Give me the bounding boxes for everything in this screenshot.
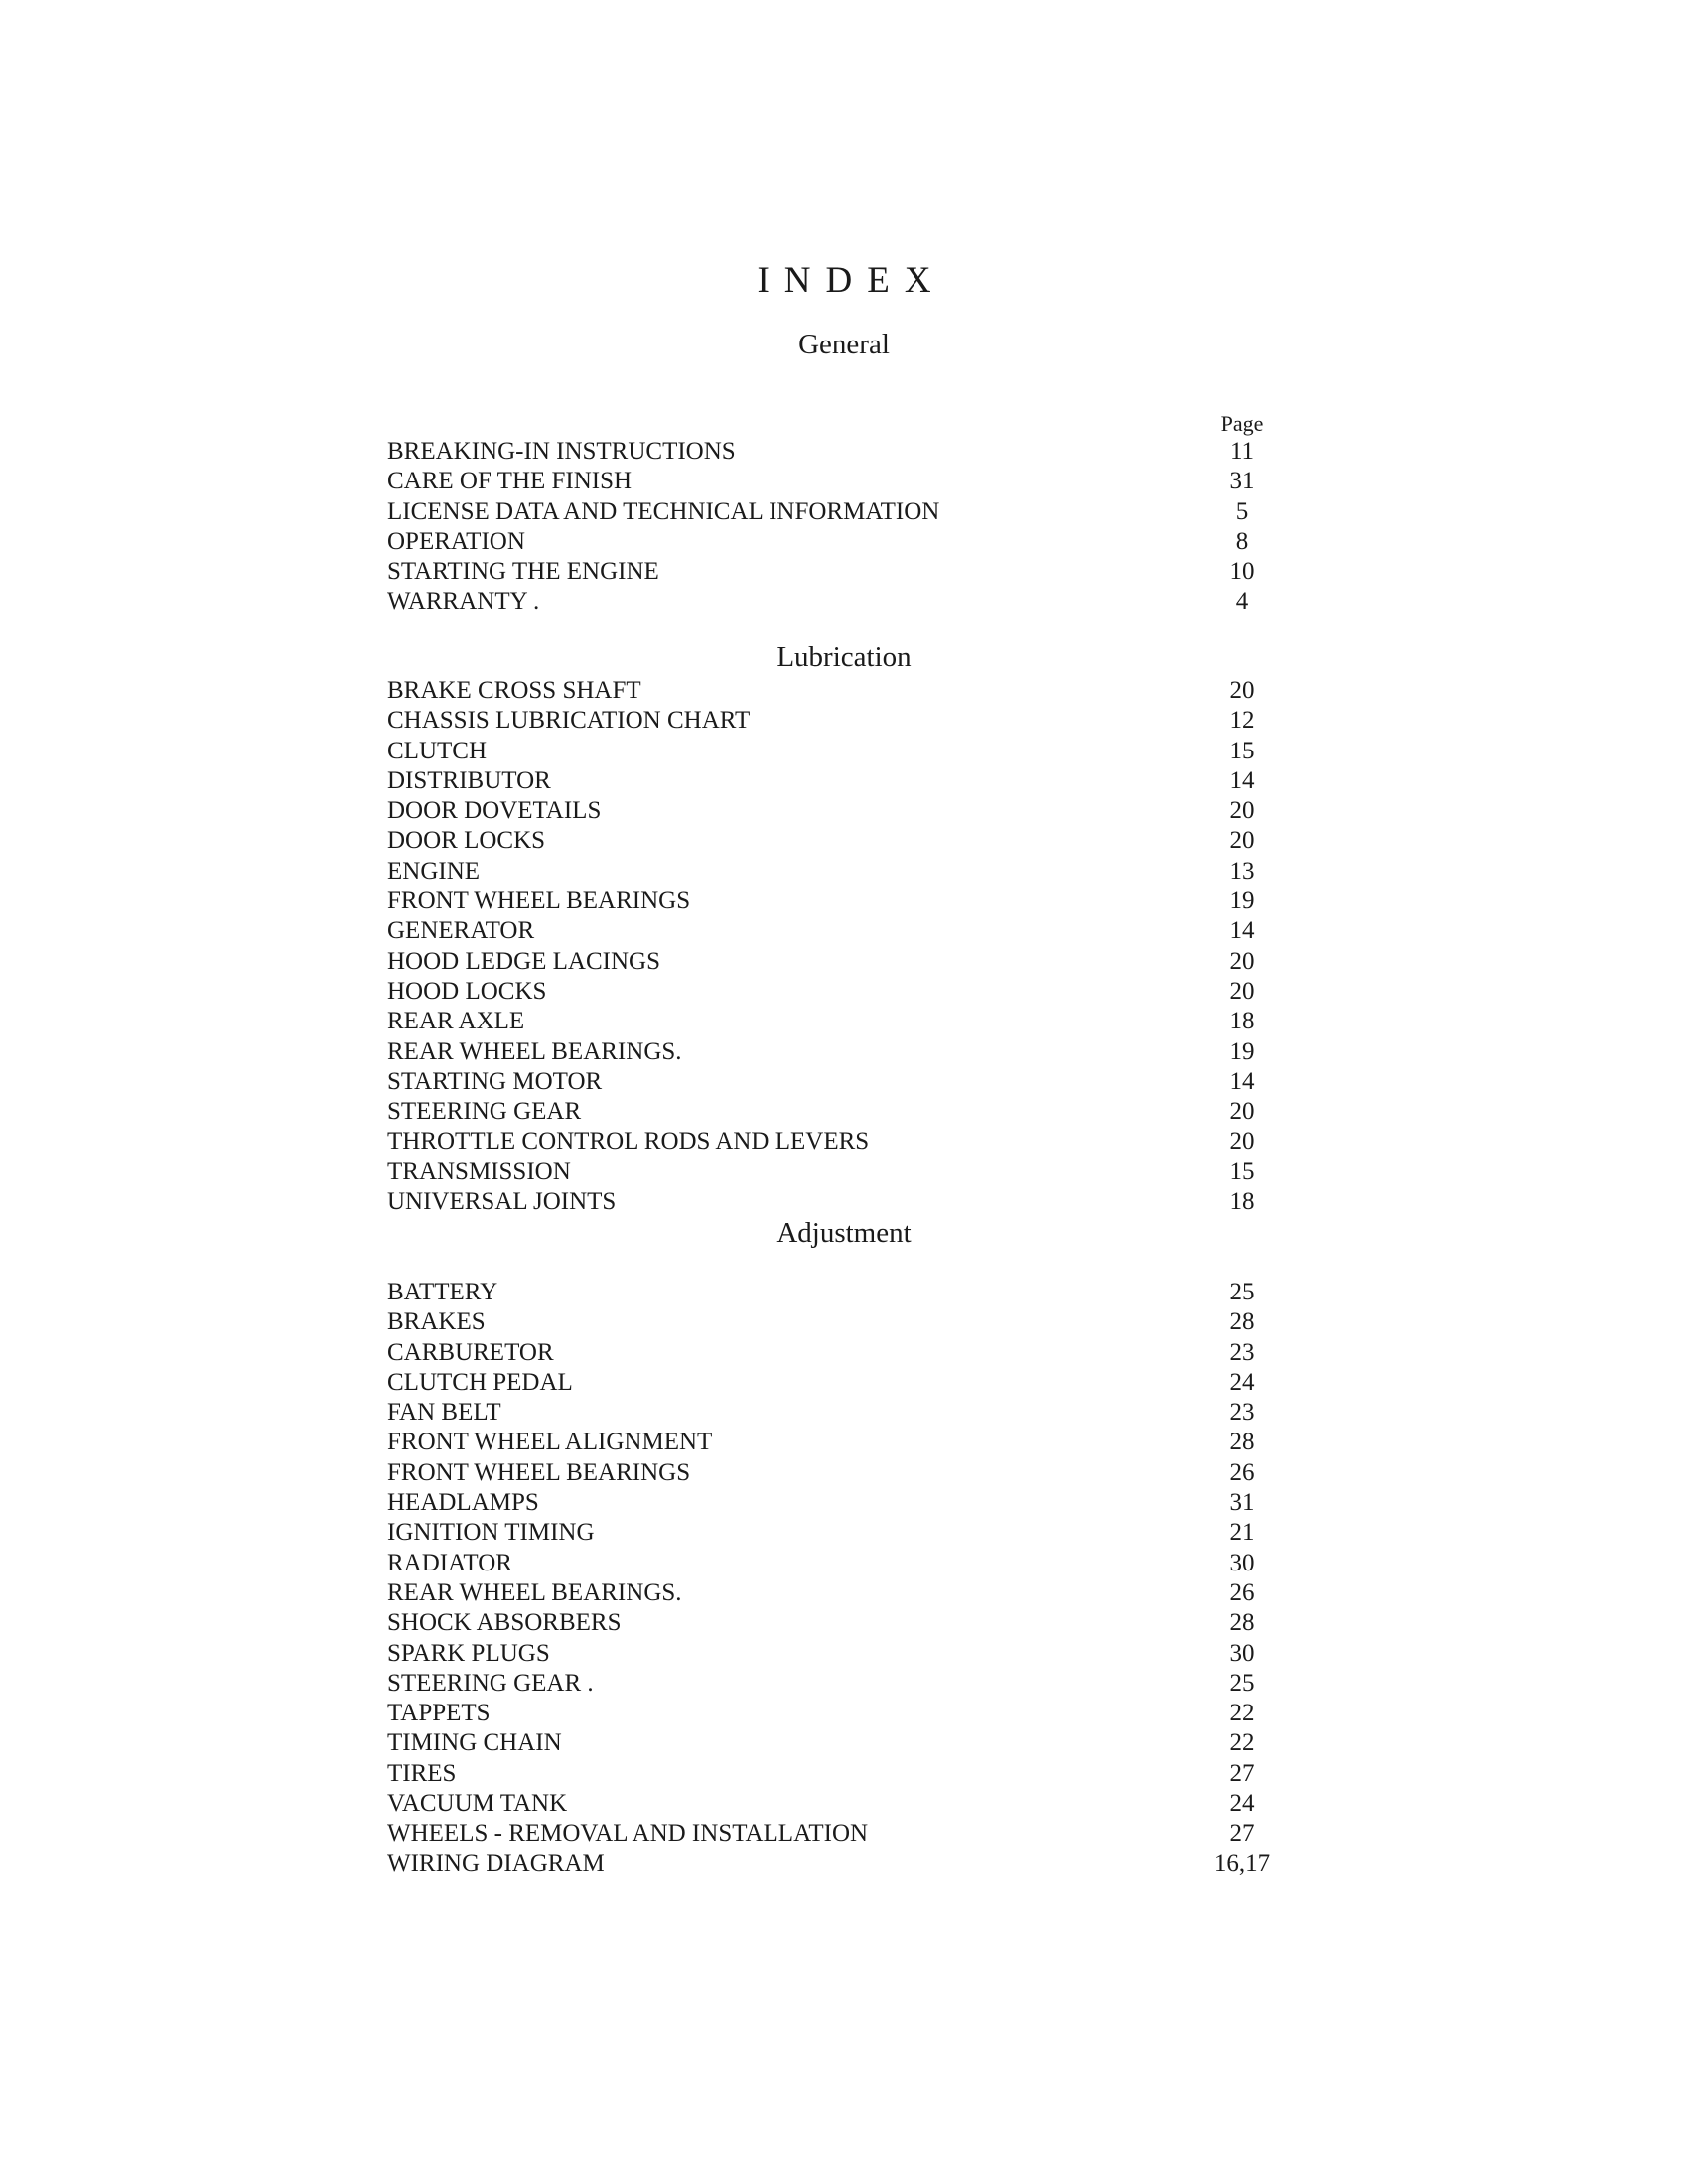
index-entry-page: 14 [1229, 1067, 1255, 1095]
index-entry [387, 1608, 1301, 1638]
index-entry [387, 737, 1301, 766]
index-entry-name: FRONT WHEEL BEARINGS [387, 1458, 691, 1486]
index-entry [387, 497, 1301, 527]
index-entry-page: 19 [1229, 1037, 1255, 1065]
index-entry-page: 26 [1229, 1458, 1255, 1486]
index-entry [387, 1007, 1301, 1036]
index-entry-page: 31 [1229, 1489, 1255, 1517]
index-entry-name: DOOR LOCKS [387, 827, 546, 855]
index-entry [387, 857, 1301, 887]
index-entry [387, 916, 1301, 946]
index-entry [387, 1398, 1301, 1428]
index-entry-name: BRAKES [387, 1308, 486, 1336]
section-heading-lubrication: Lubrication [776, 641, 912, 673]
index-entry-page: 24 [1229, 1790, 1255, 1818]
index-entry-name: WIRING DIAGRAM [387, 1849, 605, 1877]
section-adjustment-list [387, 1278, 1301, 1879]
index-entry-page: 23 [1229, 1399, 1255, 1427]
index-entry [387, 1368, 1301, 1398]
index-entry [387, 1037, 1301, 1067]
index-entry-page: 22 [1229, 1700, 1255, 1727]
index-entry [387, 1819, 1301, 1848]
index-entry-page: 8 [1235, 527, 1249, 555]
index-entry [387, 887, 1301, 916]
index-entry-page: 18 [1229, 1188, 1255, 1216]
index-entry-name: BRAKE CROSS SHAFT [387, 677, 641, 704]
index-entry-page: 26 [1229, 1578, 1255, 1606]
index-entry-name: FAN BELT [387, 1399, 501, 1427]
index-entry-name: SPARK PLUGS [387, 1639, 550, 1667]
index-entry [387, 1278, 1301, 1307]
index-entry [387, 557, 1301, 587]
index-entry-page: 30 [1229, 1549, 1255, 1576]
index-entry-name: CHASSIS LUBRICATION CHART [387, 707, 751, 735]
index-entry-name: THROTTLE CONTROL RODS AND LEVERS [387, 1128, 870, 1156]
index-entry [387, 1097, 1301, 1127]
index-entry-page: 31 [1229, 468, 1255, 495]
index-entry [387, 1488, 1301, 1518]
index-entry [387, 947, 1301, 977]
index-entry [387, 1307, 1301, 1337]
index-entry-name: REAR AXLE [387, 1008, 525, 1035]
index-entry [387, 1578, 1301, 1608]
index-entry-name: GENERATOR [387, 917, 535, 945]
page-column-label: Page [1220, 411, 1264, 436]
index-entry [387, 1789, 1301, 1819]
index-entry-page: 28 [1229, 1308, 1255, 1336]
index-entry-page: 21 [1229, 1519, 1255, 1547]
index-entry-name: WHEELS - REMOVAL AND INSTALLATION [387, 1820, 869, 1847]
index-entry-name: DOOR DOVETAILS [387, 797, 602, 825]
index-entry-name: OPERATION [387, 527, 525, 555]
index-entry-name: BREAKING-IN INSTRUCTIONS [387, 438, 736, 465]
index-entry [387, 1458, 1301, 1488]
index-entry-name: STARTING MOTOR [387, 1067, 603, 1095]
index-entry-name: UNIVERSAL JOINTS [387, 1188, 617, 1216]
index-entry-name: STARTING THE ENGINE [387, 558, 659, 586]
index-entry-name: REAR WHEEL BEARINGS. [387, 1578, 682, 1606]
index-entry-name: VACUUM TANK [387, 1790, 568, 1818]
index-entry-name: TIRES [387, 1759, 457, 1787]
index-entry-name: CLUTCH [387, 737, 487, 764]
index-entry-page: 18 [1229, 1008, 1255, 1035]
index-entry-name: SHOCK ABSORBERS [387, 1609, 622, 1637]
index-entry [387, 766, 1301, 796]
index-entry-name: CLUTCH PEDAL [387, 1368, 573, 1396]
index-entry-name: STEERING GEAR . [387, 1669, 594, 1697]
index-entry-page: 20 [1229, 677, 1255, 704]
index-entry-name: RADIATOR [387, 1549, 512, 1576]
index-entry-name: CARBURETOR [387, 1338, 554, 1366]
section-lubrication-list [387, 676, 1301, 1217]
index-entry-page: 20 [1229, 1128, 1255, 1156]
index-entry-name: FRONT WHEEL ALIGNMENT [387, 1429, 713, 1456]
index-entry [387, 437, 1301, 467]
index-entry [387, 527, 1301, 557]
index-entry-name: HOOD LEDGE LACINGS [387, 947, 660, 975]
index-entry-name: STEERING GEAR [387, 1098, 582, 1126]
index-entry-page: 13 [1229, 857, 1255, 885]
page-title: INDEX [757, 260, 946, 301]
index-entry-name: REAR WHEEL BEARINGS. [387, 1037, 682, 1065]
index-entry-name: BATTERY [387, 1279, 498, 1305]
index-entry [387, 706, 1301, 736]
index-entry-name: FRONT WHEEL BEARINGS [387, 887, 691, 915]
index-entry [387, 1699, 1301, 1728]
index-entry-page: 22 [1229, 1729, 1255, 1757]
index-entry-page: 20 [1229, 1098, 1255, 1126]
index-entry-page: 15 [1229, 737, 1255, 764]
index-entry-page: 16,17 [1213, 1849, 1271, 1877]
index-entry-name: HEADLAMPS [387, 1489, 539, 1517]
index-entry-page: 12 [1229, 707, 1255, 735]
section-heading-general: General [798, 329, 890, 360]
index-entry [387, 1549, 1301, 1578]
index-entry-name: LICENSE DATA AND TECHNICAL INFORMATION [387, 497, 940, 525]
index-entry-page: 4 [1235, 588, 1249, 615]
index-entry-page: 28 [1229, 1609, 1255, 1637]
index-entry-page: 5 [1235, 497, 1249, 525]
index-entry-name: ENGINE [387, 857, 481, 885]
index-entry [387, 587, 1301, 616]
index-entry-name: TRANSMISSION [387, 1158, 571, 1185]
index-entry-name: CARE OF THE FINISH [387, 468, 633, 495]
index-entry-page: 20 [1229, 797, 1255, 825]
index-entry [387, 1067, 1301, 1097]
index-entry-page: 19 [1229, 887, 1255, 915]
index-entry-page: 25 [1229, 1669, 1255, 1697]
index-entry-page: 11 [1229, 438, 1255, 465]
index-entry [387, 1639, 1301, 1669]
index-entry [387, 1759, 1301, 1789]
index-entry [387, 676, 1301, 706]
index-entry-page: 14 [1229, 917, 1255, 945]
index-entry [387, 1728, 1301, 1758]
index-entry-name: TAPPETS [387, 1700, 491, 1727]
index-entry-page: 15 [1229, 1158, 1255, 1185]
index-entry [387, 1127, 1301, 1157]
index-entry-name: DISTRIBUTOR [387, 766, 551, 794]
index-entry [387, 796, 1301, 826]
section-general-list [387, 437, 1301, 617]
index-entry-page: 10 [1229, 558, 1255, 586]
index-entry-page: 24 [1229, 1368, 1255, 1396]
section-heading-adjustment: Adjustment [776, 1217, 912, 1249]
index-entry [387, 1518, 1301, 1548]
index-entry [387, 1338, 1301, 1368]
index-entry-page: 27 [1229, 1820, 1255, 1847]
index-entry-page: 20 [1229, 947, 1255, 975]
index-entry-page: 20 [1229, 827, 1255, 855]
index-entry [387, 1669, 1301, 1699]
index-entry [387, 1849, 1301, 1879]
index-entry-name: IGNITION TIMING [387, 1519, 595, 1547]
index-entry [387, 467, 1301, 496]
index-entry-page: 14 [1229, 766, 1255, 794]
index-entry [387, 826, 1301, 856]
index-entry-name: HOOD LOCKS [387, 977, 547, 1005]
index-entry-name: TIMING CHAIN [387, 1729, 562, 1757]
index-entry-page: 30 [1229, 1639, 1255, 1667]
index-entry-page: 20 [1229, 977, 1255, 1005]
index-entry [387, 977, 1301, 1007]
index-entry [387, 1428, 1301, 1457]
index-entry-page: 25 [1229, 1279, 1255, 1305]
index-entry-name: WARRANTY . [387, 588, 540, 615]
index-entry-page: 23 [1229, 1338, 1255, 1366]
index-entry-page: 28 [1229, 1429, 1255, 1456]
index-entry [387, 1158, 1301, 1187]
index-entry-page: 27 [1229, 1759, 1255, 1787]
